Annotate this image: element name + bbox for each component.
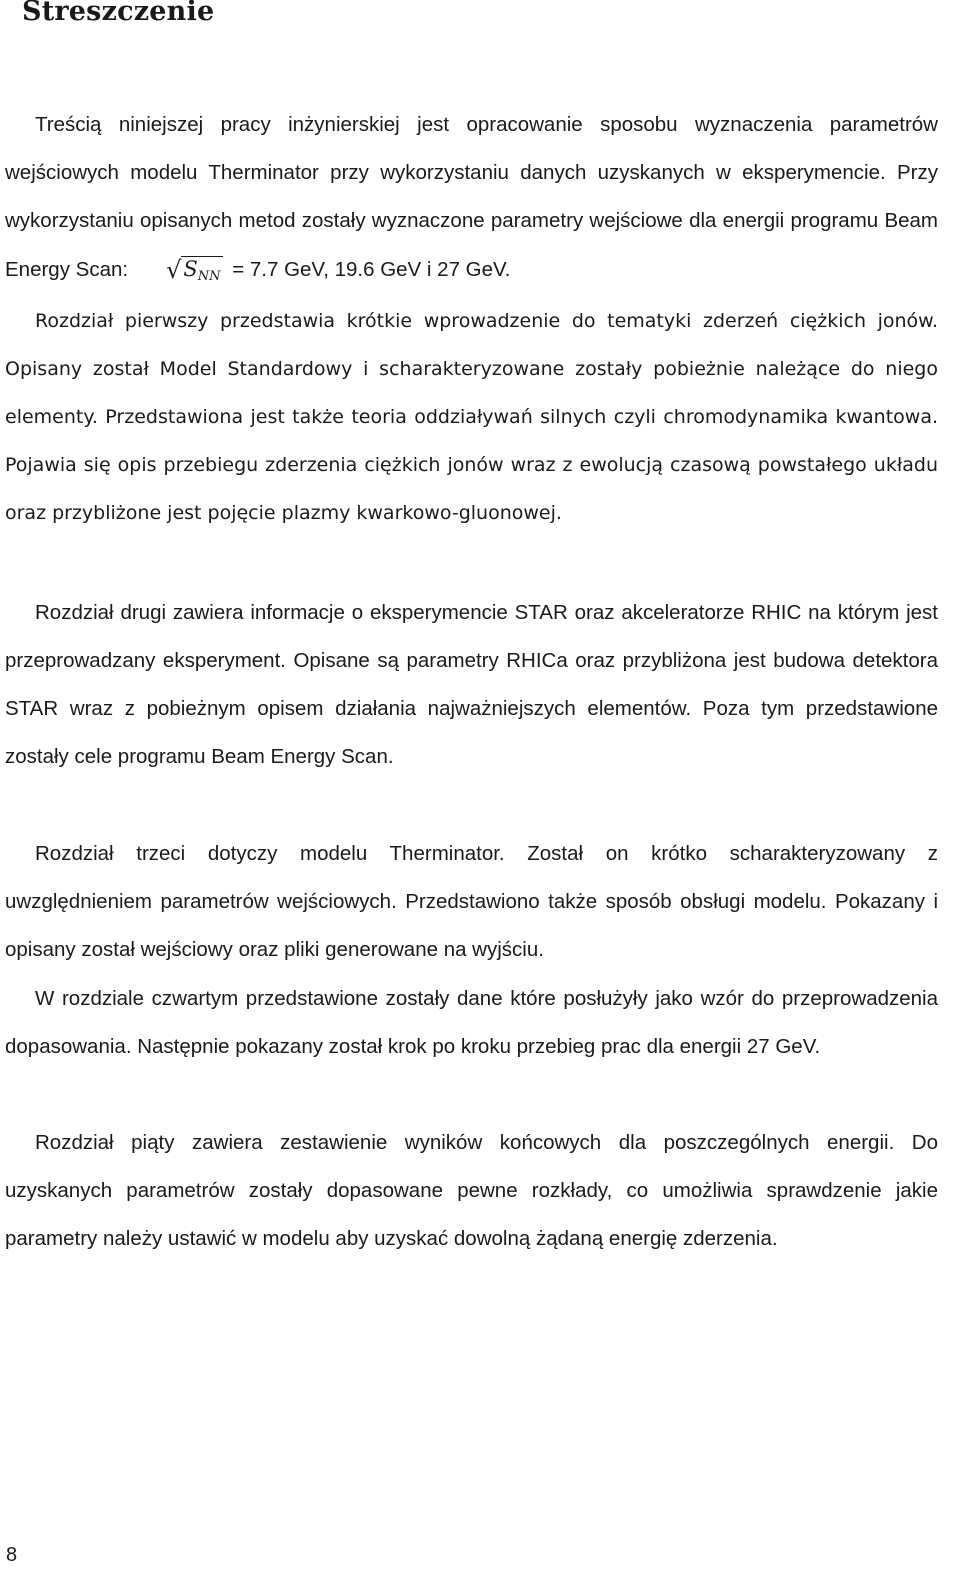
- paragraph-chapter-5: Rozdział piąty zawiera zestawienie wyników końcowych dla poszczególnych energii. Do uzyskanych parametrów zostały dopasowane pewne rozkłady, co umożliwia sprawdzenie jakie parametry należy ustawić w modelu aby uzyskać dowolną żądaną energię zderzenia.: [5, 1131, 938, 1250]
- math-symbol: S: [183, 257, 198, 281]
- energy-values: = 7.7 GeV, 19.6 GeV i 27 GeV.: [232, 258, 511, 281]
- page-number: 8: [6, 1544, 18, 1566]
- paragraph-chapter-2: Rozdział drugi zawiera informacje o eksperymencie STAR oraz akceleratorze RHIC na którym jest przeprowadzany eksperyment. Opisane są parametry RHICa oraz przybliżona jest budowa detektora STAR wraz z pobieżnym opisem działania najważniejszych elementów. Poza tym przedstawione zostały cele programu Beam Energy Scan.: [5, 601, 938, 768]
- paragraph-chapter-1: Rozdział pierwszy przedstawia krótkie wprowadzenie do tematyki zderzeń ciężkich jonów. Opisany został Model Standardowy i scharakteryzowane zostały pobieżnie należące do niego elementy. Przedstawiona jest także teoria oddziaływań silnych czyli chromodynamika kwantowa. Pojawia się opis przebiegu zderzenia ciężkich jonów wraz z ewolucją czasową powstałego układu oraz przybliżone jest pojęcie plazmy kwarkowo-gluonowej.: [5, 310, 938, 524]
- paragraph-chapter-4: W rozdziale czwartym przedstawione zostały dane które posłużyły jako wzór do przeprowadzenia dopasowania. Następnie pokazany został krok po kroku przebieg prac dla energii 27 GeV.: [5, 987, 938, 1058]
- paragraph-chapter-3: Rozdział trzeci dotyczy modelu Therminator. Został on krótko scharakteryzowany z uwzględnieniem parametrów wejściowych. Przedstawiono także sposób obsługi modelu. Pokazany i opisany został wejściowy oraz pliki generowane na wyjściu.: [5, 842, 938, 961]
- sqrt-snn-formula: [136, 245, 222, 301]
- paragraph-intro: [5, 101, 938, 301]
- sqrt-symbol: √: [166, 256, 182, 284]
- intro-text: Treścią niniejszej pracy inżynierskiej jest opracowanie sposobu wyznaczenia parametrów wejściowych modelu Therminator przy wykorzystaniu danych uzyskanych w eksperymencie. Przy wykorzystaniu opisanych metod zostały wyznaczone parametry wejściowe dla energii programu Beam Energy Scan:: [5, 113, 938, 281]
- page-heading: Streszczenie: [22, 0, 215, 27]
- snn-symbol: [181, 256, 222, 284]
- math-subscript: NN: [197, 269, 221, 284]
